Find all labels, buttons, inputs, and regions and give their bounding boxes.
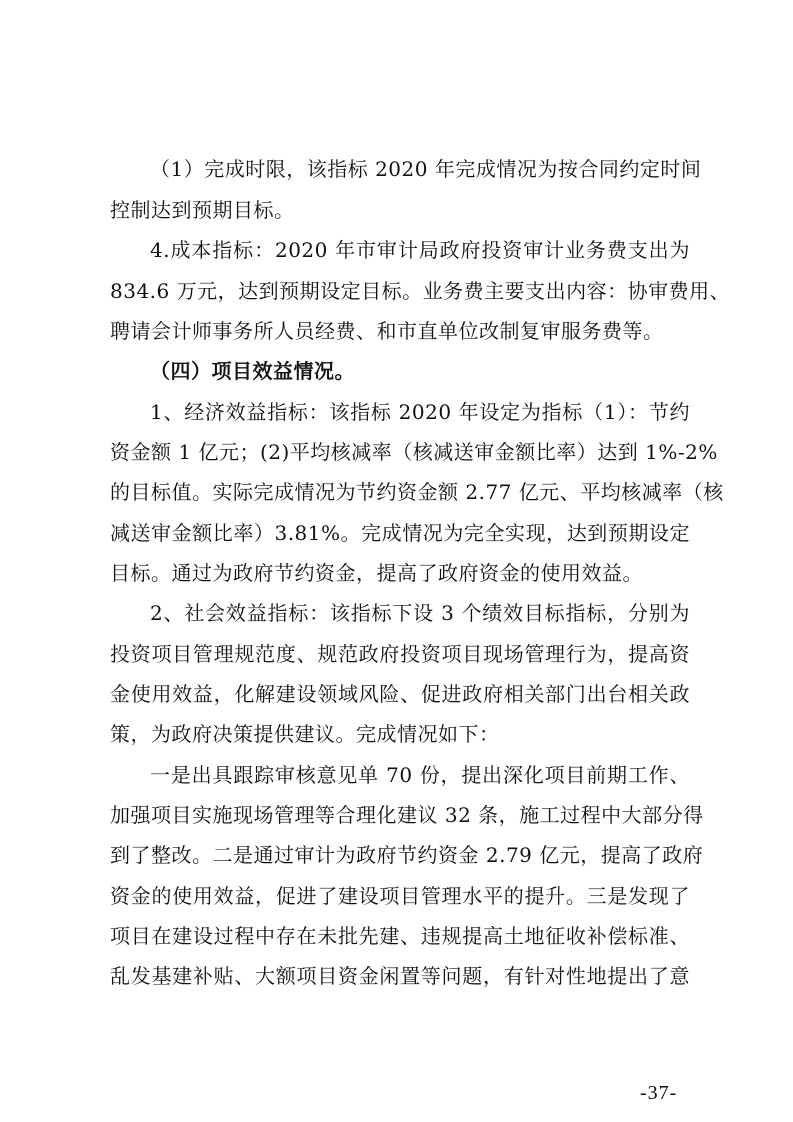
paragraph-line: 加强项目实施现场管理等合理化建议 32 条，施工过程中大部分得 xyxy=(110,803,704,827)
paragraph-line: 一是出具跟踪审核意见单 70 份，提出深化项目前期工作、 xyxy=(150,763,690,787)
paragraph-line: 834.6 万元，达到预期设定目标。业务费主要支出内容：协审费用、 xyxy=(110,279,731,303)
paragraph-line: 目标。通过为政府节约资金，提高了政府资金的使用效益。 xyxy=(110,561,643,585)
paragraph-line: 到了整改。二是通过审计为政府节约资金 2.79 亿元，提高了政府 xyxy=(110,843,704,867)
paragraph-line: 的目标值。实际完成情况为节约资金额 2.77 亿元、平均核减率（核 xyxy=(110,480,724,504)
paragraph-line: 乱发基建补贴、大额项目资金闲置等问题，有针对性地提出了意 xyxy=(110,964,690,988)
paragraph-line: 1、经济效益指标：该指标 2020 年设定为指标（1）：节约 xyxy=(150,400,690,424)
paragraph-line: 策，为政府决策提供建议。完成情况如下： xyxy=(110,722,500,746)
paragraph-line: 减送审金额比率）3.81%。完成情况为完全实现，达到预期设定 xyxy=(110,521,690,545)
paragraph-line: 项目在建设过程中存在未批先建、违规提高土地征收补偿标准、 xyxy=(110,924,690,948)
paragraph-line: 聘请会计师事务所人员经费、和市直单位改制复审服务费等。 xyxy=(110,319,664,343)
paragraph-line: 资金的使用效益，促进了建设项目管理水平的提升。三是发现了 xyxy=(110,884,690,908)
paragraph-line: （1）完成时限，该指标 2020 年完成情况为按合同约定时间 xyxy=(150,157,702,181)
paragraph-line: 资金额 1 亿元；(2)平均核减率（核减送审金额比率）达到 1%-2% xyxy=(110,440,718,464)
paragraph-line: 投资项目管理规范度、规范政府投资项目现场管理行为，提高资 xyxy=(110,642,690,666)
page-number: -37- xyxy=(640,1082,678,1104)
section-heading: （四）项目效益情况。 xyxy=(150,359,355,383)
paragraph-line: 4.成本指标：2020 年市审计局政府投资审计业务费支出为 xyxy=(150,238,690,262)
paragraph-line: 2、社会效益指标：该指标下设 3 个绩效目标指标，分别为 xyxy=(150,601,690,625)
paragraph-line: 金使用效益，化解建设领域风险、促进政府相关部门出台相关政 xyxy=(110,682,690,706)
paragraph-line: 控制达到预期目标。 xyxy=(110,198,295,222)
